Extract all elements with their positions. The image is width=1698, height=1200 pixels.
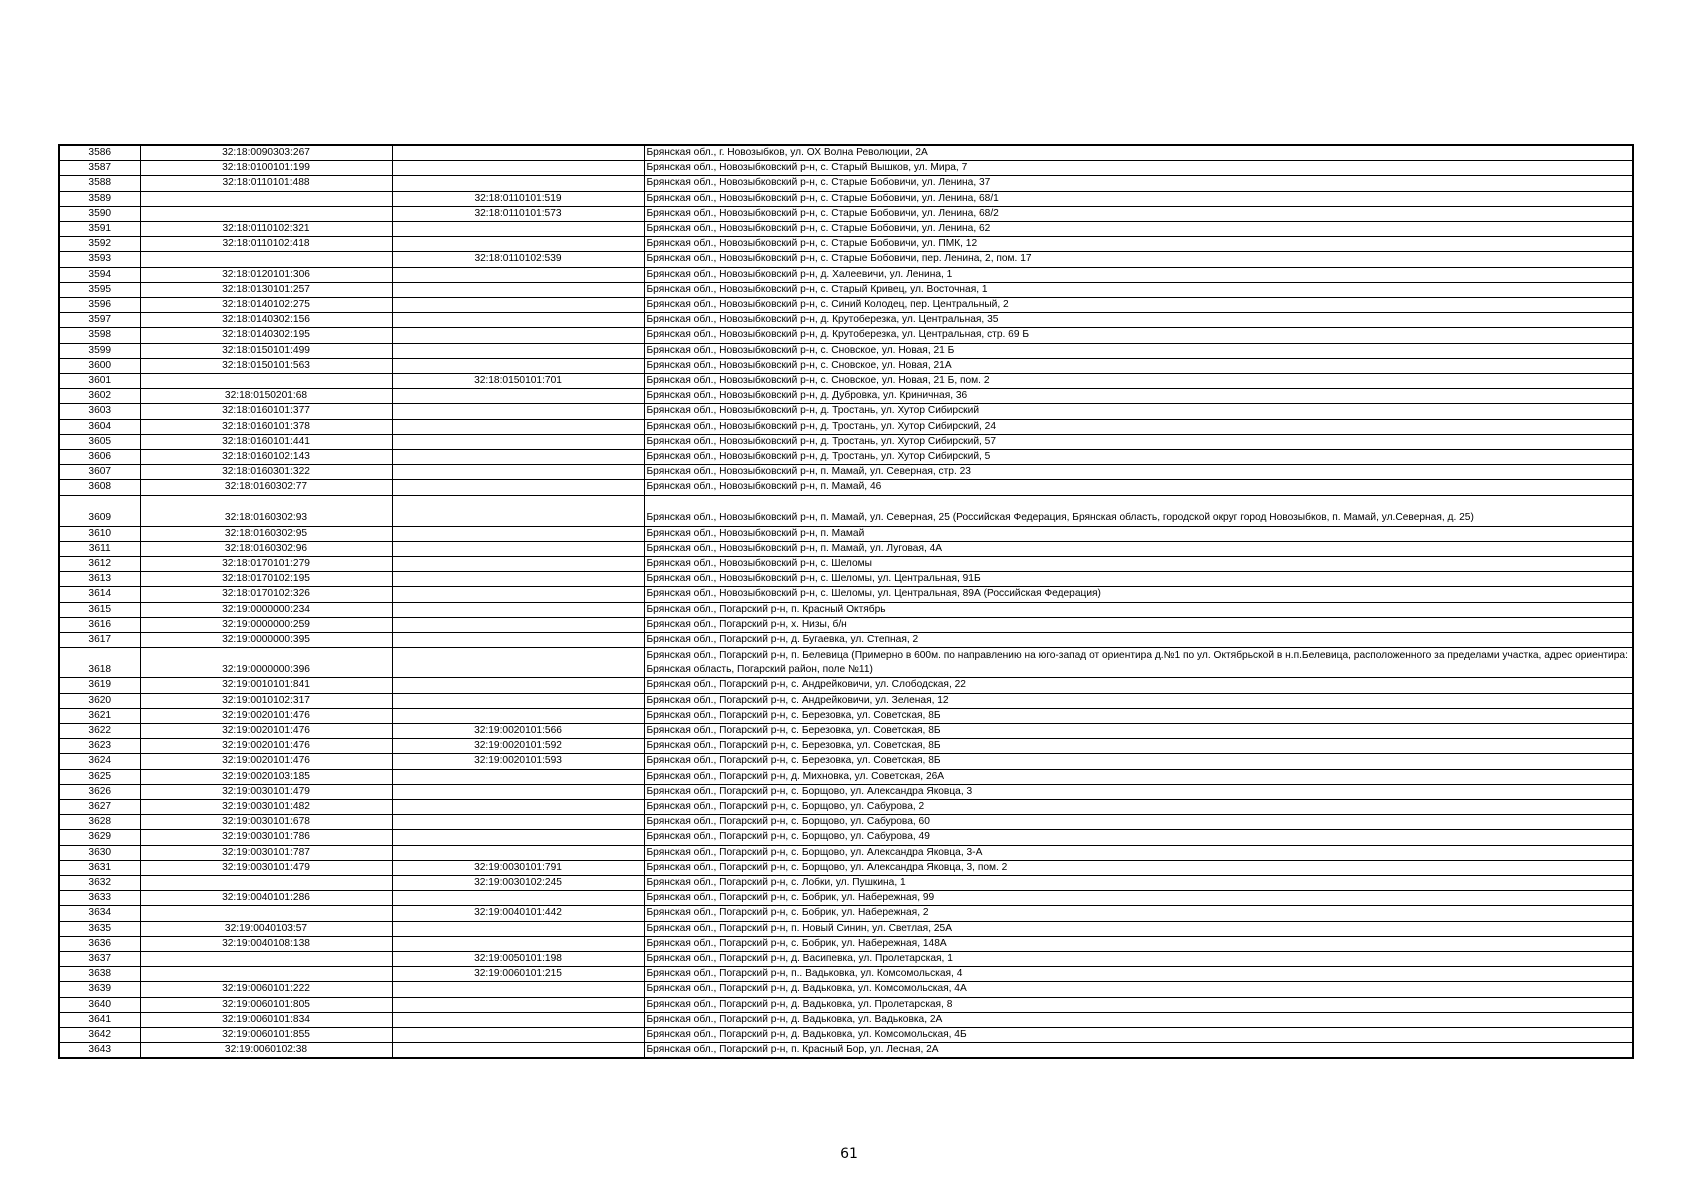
cadastral-number-cell: 32:19:0000000:259 [140,617,392,632]
cadastral-number-cell: 32:18:0120101:306 [140,267,392,282]
row-number-cell: 3600 [59,358,140,373]
table-row [59,222,1633,237]
table-row [59,572,1633,587]
row-number-cell: 3628 [59,815,140,830]
table-row [59,891,1633,906]
cadastral-number-cell: 32:19:0000000:395 [140,633,392,648]
table-row [59,982,1633,997]
address-cell: Брянская обл., Погарский р-н, д. Михновка, ул. Советская, 26А [644,769,1633,784]
premises-cadastral-number-cell [392,678,644,693]
row-number-cell: 3603 [59,404,140,419]
row-number-cell: 3599 [59,343,140,358]
premises-cadastral-number-cell [392,495,644,526]
table-row [59,252,1633,267]
cadastral-number-cell: 32:18:0160302:95 [140,526,392,541]
address-cell: Брянская обл., Погарский р-н, с. Бобрик, ул. Набережная, 2 [644,906,1633,921]
premises-cadastral-number-cell: 32:18:0110101:519 [392,191,644,206]
premises-cadastral-number-cell [392,936,644,951]
table-row [59,633,1633,648]
table-row [59,404,1633,419]
address-cell: Брянская обл., Новозыбковский р-н, с. Старые Бобовичи, ул. ПМК, 12 [644,237,1633,252]
row-number-cell: 3602 [59,389,140,404]
row-number-cell: 3601 [59,374,140,389]
table-row [59,526,1633,541]
premises-cadastral-number-cell [392,313,644,328]
address-cell: Брянская обл., Погарский р-н, с. Борщово, ул. Александра Яковца, 3 [644,784,1633,799]
premises-cadastral-number-cell [392,845,644,860]
premises-cadastral-number-cell [392,480,644,495]
row-number-cell: 3624 [59,754,140,769]
premises-cadastral-number-cell [392,602,644,617]
cadastral-number-cell: 32:18:0160302:96 [140,541,392,556]
cadastral-number-cell: 32:19:0060101:805 [140,997,392,1012]
premises-cadastral-number-cell [392,541,644,556]
premises-cadastral-number-cell [392,891,644,906]
cadastral-number-cell: 32:19:0000000:234 [140,602,392,617]
row-number-cell: 3623 [59,739,140,754]
cadastral-number-cell: 32:18:0150101:563 [140,358,392,373]
premises-cadastral-number-cell: 32:19:0040101:442 [392,906,644,921]
address-cell: Брянская обл., Погарский р-н, с. Борщово, ул. Александра Яковца, 3-А [644,845,1633,860]
table-row [59,860,1633,875]
row-number-cell: 3639 [59,982,140,997]
table-row [59,541,1633,556]
cadastral-number-cell: 32:18:0110102:418 [140,237,392,252]
premises-cadastral-number-cell [392,708,644,723]
row-number-cell: 3637 [59,951,140,966]
address-cell: Брянская обл., Новозыбковский р-н, с. Шеломы, ул. Центральная, 91Б [644,572,1633,587]
table-row [59,313,1633,328]
cadastral-number-cell: 32:19:0000000:396 [140,648,392,678]
row-number-cell: 3597 [59,313,140,328]
premises-cadastral-number-cell: 32:19:0020101:566 [392,723,644,738]
table-row [59,145,1633,161]
row-number-cell: 3594 [59,267,140,282]
cadastral-number-cell [140,906,392,921]
address-cell: Брянская обл., Новозыбковский р-н, с. Старые Бобовичи, ул. Ленина, 68/1 [644,191,1633,206]
row-number-cell: 3604 [59,419,140,434]
row-number-cell: 3641 [59,1012,140,1027]
address-cell: Брянская обл., Новозыбковский р-н, с. Старый Кривец, ул. Восточная, 1 [644,282,1633,297]
table-row [59,358,1633,373]
table-row [59,693,1633,708]
row-number-cell: 3598 [59,328,140,343]
cadastral-number-cell: 32:19:0030101:482 [140,799,392,814]
address-cell: Брянская обл., Погарский р-н, п.. Вадьковка, ул. Комсомольская, 4 [644,967,1633,982]
row-number-cell: 3616 [59,617,140,632]
premises-cadastral-number-cell [392,769,644,784]
table-row [59,1012,1633,1027]
address-cell: Брянская обл., Новозыбковский р-н, с. Шеломы [644,557,1633,572]
address-cell: Брянская обл., Погарский р-н, с. Борщово, ул. Сабурова, 49 [644,830,1633,845]
premises-cadastral-number-cell: 32:19:0030102:245 [392,875,644,890]
cadastral-number-cell [140,206,392,221]
table-row [59,237,1633,252]
row-number-cell: 3593 [59,252,140,267]
address-cell: Брянская обл., Погарский р-н, с. Бобрик, ул. Набережная, 99 [644,891,1633,906]
table-row [59,875,1633,890]
premises-cadastral-number-cell: 32:19:0060101:215 [392,967,644,982]
cadastral-number-cell: 32:19:0040103:57 [140,921,392,936]
premises-cadastral-number-cell: 32:18:0150101:701 [392,374,644,389]
row-number-cell: 3643 [59,1043,140,1059]
premises-cadastral-number-cell [392,404,644,419]
row-number-cell: 3634 [59,906,140,921]
address-cell: Брянская обл., Новозыбковский р-н, с. Старые Бобовичи, ул. Ленина, 68/2 [644,206,1633,221]
address-cell: Брянская обл., Погарский р-н, с. Бобрик, ул. Набережная, 148А [644,936,1633,951]
premises-cadastral-number-cell [392,1012,644,1027]
row-number-cell: 3586 [59,145,140,161]
premises-cadastral-number-cell [392,693,644,708]
registry-table-body [59,145,1633,1058]
row-number-cell: 3595 [59,282,140,297]
table-row [59,389,1633,404]
address-cell: Брянская обл., Новозыбковский р-н, п. Мамай, ул. Северная, стр. 23 [644,465,1633,480]
row-number-cell: 3631 [59,860,140,875]
table-row [59,845,1633,860]
premises-cadastral-number-cell: 32:19:0050101:198 [392,951,644,966]
premises-cadastral-number-cell [392,328,644,343]
row-number-cell: 3607 [59,465,140,480]
row-number-cell: 3614 [59,587,140,602]
table-row [59,936,1633,951]
cadastral-number-cell: 32:18:0160101:378 [140,419,392,434]
address-cell: Брянская обл., Погарский р-н, с. Борщово, ул. Александра Яковца, 3, пом. 2 [644,860,1633,875]
address-cell: Брянская обл., Погарский р-н, с. Борщово, ул. Сабурова, 60 [644,815,1633,830]
page-number: 61 [840,1146,858,1162]
cadastral-number-cell: 32:18:0090303:267 [140,145,392,161]
premises-cadastral-number-cell [392,419,644,434]
cadastral-number-cell: 32:19:0040108:138 [140,936,392,951]
cadastral-number-cell: 32:18:0160302:77 [140,480,392,495]
row-number-cell: 3635 [59,921,140,936]
row-number-cell: 3633 [59,891,140,906]
address-cell: Брянская обл., Новозыбковский р-н, с. Синий Колодец, пер. Центральный, 2 [644,298,1633,313]
address-cell: Брянская обл., Новозыбковский р-н, д. Тростань, ул. Хутор Сибирский, 5 [644,450,1633,465]
address-cell: Брянская обл., Погарский р-н, п. Красный Бор, ул. Лесная, 2А [644,1043,1633,1059]
table-row [59,921,1633,936]
row-number-cell: 3606 [59,450,140,465]
cadastral-number-cell: 32:18:0170101:279 [140,557,392,572]
address-cell: Брянская обл., Новозыбковский р-н, д. Тростань, ул. Хутор Сибирский, 57 [644,434,1633,449]
row-number-cell: 3596 [59,298,140,313]
premises-cadastral-number-cell: 32:19:0030101:791 [392,860,644,875]
address-cell: Брянская обл., Погарский р-н, д. Васипевка, ул. Пролетарская, 1 [644,951,1633,966]
cadastral-number-cell: 32:18:0140302:195 [140,328,392,343]
address-cell: Брянская обл., Новозыбковский р-н, с. Сновское, ул. Новая, 21 Б, пом. 2 [644,374,1633,389]
table-row [59,176,1633,191]
address-cell: Брянская обл., Погарский р-н, д. Вадьковка, ул. Комсомольская, 4Б [644,1027,1633,1042]
address-cell: Брянская обл., Погарский р-н, п. Белевица (Примерно в 600м. по направлению на юго-запад от ориентира д.№1 по ул. Октябрьской в н.п.Белевица, расположенного за пределами участка, адрес ориентира: Брянская область, Погарский район, поле №11) [644,648,1633,678]
table-row [59,343,1633,358]
premises-cadastral-number-cell: 32:18:0110102:539 [392,252,644,267]
table-row [59,815,1633,830]
row-number-cell: 3612 [59,557,140,572]
row-number-cell: 3588 [59,176,140,191]
address-cell: Брянская обл., Новозыбковский р-н, д. Крутоберезка, ул. Центральная, 35 [644,313,1633,328]
table-row [59,480,1633,495]
address-cell: Брянская обл., Новозыбковский р-н, с. Шеломы, ул. Центральная, 89А (Российская Федерация) [644,587,1633,602]
cadastral-number-cell [140,374,392,389]
address-cell: Брянская обл., Новозыбковский р-н, с. Старые Бобовичи, ул. Ленина, 37 [644,176,1633,191]
cadastral-number-cell: 32:19:0020103:185 [140,769,392,784]
address-cell: Брянская обл., Погарский р-н, х. Низы, б/н [644,617,1633,632]
row-number-cell: 3589 [59,191,140,206]
cadastral-number-cell: 32:19:0060101:855 [140,1027,392,1042]
row-number-cell: 3629 [59,830,140,845]
address-cell: Брянская обл., Погарский р-н, п. Новый Синин, ул. Светлая, 25А [644,921,1633,936]
cadastral-number-cell: 32:18:0150101:499 [140,343,392,358]
address-cell: Брянская обл., Погарский р-н, д. Вадьковка, ул. Пролетарская, 8 [644,997,1633,1012]
cadastral-number-cell [140,191,392,206]
premises-cadastral-number-cell [392,465,644,480]
cadastral-number-cell [140,252,392,267]
premises-cadastral-number-cell [392,572,644,587]
table-row [59,678,1633,693]
row-number-cell: 3617 [59,633,140,648]
row-number-cell: 3636 [59,936,140,951]
row-number-cell: 3605 [59,434,140,449]
address-cell: Брянская обл., Новозыбковский р-н, с. Сновское, ул. Новая, 21А [644,358,1633,373]
cadastral-number-cell: 32:19:0010101:841 [140,678,392,693]
address-cell: Брянская обл., Погарский р-н, д. Бугаевка, ул. Степная, 2 [644,633,1633,648]
table-row [59,951,1633,966]
cadastral-number-cell: 32:19:0030101:479 [140,784,392,799]
table-row [59,830,1633,845]
cadastral-number-cell: 32:19:0020101:476 [140,754,392,769]
table-row [59,739,1633,754]
cadastral-number-cell: 32:18:0160101:441 [140,434,392,449]
table-row [59,799,1633,814]
table-row [59,648,1633,678]
address-cell: Брянская обл., Новозыбковский р-н, п. Мамай, 46 [644,480,1633,495]
address-cell: Брянская обл., Новозыбковский р-н, д. Дубровка, ул. Криничная, 36 [644,389,1633,404]
table-row [59,967,1633,982]
row-number-cell: 3640 [59,997,140,1012]
row-number-cell: 3618 [59,648,140,678]
cadastral-number-cell: 32:18:0150201:68 [140,389,392,404]
premises-cadastral-number-cell [392,1043,644,1059]
premises-cadastral-number-cell [392,358,644,373]
address-cell: Брянская обл., Погарский р-н, п. Красный Октябрь [644,602,1633,617]
premises-cadastral-number-cell [392,434,644,449]
table-row [59,617,1633,632]
premises-cadastral-number-cell [392,343,644,358]
table-row [59,434,1633,449]
table-row [59,374,1633,389]
address-cell: Брянская обл., Новозыбковский р-н, с. Старый Вышков, ул. Мира, 7 [644,161,1633,176]
premises-cadastral-number-cell [392,1027,644,1042]
address-cell: Брянская обл., Новозыбковский р-н, д. Тростань, ул. Хутор Сибирский [644,404,1633,419]
premises-cadastral-number-cell [392,526,644,541]
cadastral-number-cell: 32:19:0020101:476 [140,723,392,738]
address-cell: Брянская обл., Погарский р-н, с. Андрейковичи, ул. Зеленая, 12 [644,693,1633,708]
cadastral-number-cell: 32:18:0160302:93 [140,495,392,526]
cadastral-number-cell: 32:18:0110101:488 [140,176,392,191]
premises-cadastral-number-cell [392,587,644,602]
cadastral-number-cell [140,875,392,890]
premises-cadastral-number-cell [392,267,644,282]
row-number-cell: 3609 [59,495,140,526]
registry-sheet [58,144,1632,1059]
premises-cadastral-number-cell [392,921,644,936]
premises-cadastral-number-cell [392,237,644,252]
cadastral-number-cell: 32:19:0020101:476 [140,739,392,754]
address-cell: Брянская обл., Погарский р-н, с. Борщово, ул. Сабурова, 2 [644,799,1633,814]
cadastral-number-cell: 32:18:0110102:321 [140,222,392,237]
row-number-cell: 3619 [59,678,140,693]
premises-cadastral-number-cell [392,784,644,799]
address-cell: Брянская обл., Новозыбковский р-н, с. Старые Бобовичи, пер. Ленина, 2, пом. 17 [644,252,1633,267]
cadastral-number-cell: 32:18:0140102:275 [140,298,392,313]
table-row [59,602,1633,617]
cadastral-number-cell [140,951,392,966]
premises-cadastral-number-cell: 32:19:0020101:593 [392,754,644,769]
premises-cadastral-number-cell: 32:18:0110101:573 [392,206,644,221]
premises-cadastral-number-cell [392,982,644,997]
row-number-cell: 3621 [59,708,140,723]
table-row [59,328,1633,343]
premises-cadastral-number-cell [392,282,644,297]
address-cell: Брянская обл., Новозыбковский р-н, д. Крутоберезка, ул. Центральная, стр. 69 Б [644,328,1633,343]
cadastral-number-cell: 32:18:0140302:156 [140,313,392,328]
row-number-cell: 3590 [59,206,140,221]
address-cell: Брянская обл., Погарский р-н, с. Березовка, ул. Советская, 8Б [644,723,1633,738]
premises-cadastral-number-cell [392,161,644,176]
premises-cadastral-number-cell: 32:19:0020101:592 [392,739,644,754]
cadastral-number-cell: 32:19:0060102:38 [140,1043,392,1059]
table-row [59,906,1633,921]
table-row [59,298,1633,313]
row-number-cell: 3610 [59,526,140,541]
premises-cadastral-number-cell [392,450,644,465]
cadastral-number-cell: 32:18:0160101:377 [140,404,392,419]
cadastral-number-cell: 32:18:0170102:326 [140,587,392,602]
table-row [59,557,1633,572]
table-row [59,191,1633,206]
address-cell: Брянская обл., Погарский р-н, с. Березовка, ул. Советская, 8Б [644,739,1633,754]
row-number-cell: 3613 [59,572,140,587]
premises-cadastral-number-cell [392,298,644,313]
table-row [59,754,1633,769]
address-cell: Брянская обл., Новозыбковский р-н, с. Сновское, ул. Новая, 21 Б [644,343,1633,358]
address-cell: Брянская обл., г. Новозыбков, ул. ОХ Волна Революции, 2А [644,145,1633,161]
premises-cadastral-number-cell [392,997,644,1012]
row-number-cell: 3625 [59,769,140,784]
cadastral-number-cell: 32:18:0170102:195 [140,572,392,587]
table-row [59,495,1633,526]
row-number-cell: 3627 [59,799,140,814]
premises-cadastral-number-cell [392,815,644,830]
premises-cadastral-number-cell [392,389,644,404]
table-row [59,450,1633,465]
table-row [59,161,1633,176]
address-cell: Брянская обл., Новозыбковский р-н, д. Халеевичи, ул. Ленина, 1 [644,267,1633,282]
cadastral-number-cell [140,967,392,982]
table-row [59,465,1633,480]
address-cell: Брянская обл., Погарский р-н, с. Березовка, ул. Советская, 8Б [644,754,1633,769]
registry-table [58,144,1634,1059]
table-row [59,784,1633,799]
row-number-cell: 3608 [59,480,140,495]
address-cell: Брянская обл., Новозыбковский р-н, п. Мамай, ул. Луговая, 4А [644,541,1633,556]
cadastral-number-cell: 32:18:0160301:322 [140,465,392,480]
premises-cadastral-number-cell [392,176,644,191]
cadastral-number-cell: 32:19:0030101:678 [140,815,392,830]
row-number-cell: 3620 [59,693,140,708]
table-row [59,587,1633,602]
cadastral-number-cell: 32:19:0060101:834 [140,1012,392,1027]
table-row [59,267,1633,282]
address-cell: Брянская обл., Новозыбковский р-н, д. Тростань, ул. Хутор Сибирский, 24 [644,419,1633,434]
premises-cadastral-number-cell [392,799,644,814]
row-number-cell: 3642 [59,1027,140,1042]
cadastral-number-cell: 32:19:0060101:222 [140,982,392,997]
table-row [59,206,1633,221]
row-number-cell: 3587 [59,161,140,176]
cadastral-number-cell: 32:19:0030101:479 [140,860,392,875]
address-cell: Брянская обл., Новозыбковский р-н, п. Мамай, ул. Северная, 25 (Российская Федерация, Брянская область, городской округ город Новозыбков, п. Мамай, ул.Северная, д. 25) [644,495,1633,526]
table-row [59,419,1633,434]
table-row [59,997,1633,1012]
table-row [59,282,1633,297]
premises-cadastral-number-cell [392,145,644,161]
row-number-cell: 3622 [59,723,140,738]
premises-cadastral-number-cell [392,222,644,237]
address-cell: Брянская обл., Погарский р-н, с. Андрейковичи, ул. Слободская, 22 [644,678,1633,693]
cadastral-number-cell: 32:18:0100101:199 [140,161,392,176]
cadastral-number-cell: 32:18:0130101:257 [140,282,392,297]
table-row [59,1043,1633,1059]
row-number-cell: 3632 [59,875,140,890]
cadastral-number-cell: 32:19:0020101:476 [140,708,392,723]
row-number-cell: 3592 [59,237,140,252]
row-number-cell: 3638 [59,967,140,982]
table-row [59,769,1633,784]
table-row [59,723,1633,738]
row-number-cell: 3615 [59,602,140,617]
table-row [59,1027,1633,1042]
address-cell: Брянская обл., Новозыбковский р-н, п. Мамай [644,526,1633,541]
premises-cadastral-number-cell [392,617,644,632]
premises-cadastral-number-cell [392,557,644,572]
row-number-cell: 3611 [59,541,140,556]
address-cell: Брянская обл., Новозыбковский р-н, с. Старые Бобовичи, ул. Ленина, 62 [644,222,1633,237]
premises-cadastral-number-cell [392,830,644,845]
row-number-cell: 3591 [59,222,140,237]
address-cell: Брянская обл., Погарский р-н, д. Вадьковка, ул. Вадьковка, 2А [644,1012,1633,1027]
cadastral-number-cell: 32:19:0030101:787 [140,845,392,860]
address-cell: Брянская обл., Погарский р-н, д. Вадьковка, ул. Комсомольская, 4А [644,982,1633,997]
cadastral-number-cell: 32:19:0040101:286 [140,891,392,906]
address-cell: Брянская обл., Погарский р-н, с. Березовка, ул. Советская, 8Б [644,708,1633,723]
cadastral-number-cell: 32:19:0030101:786 [140,830,392,845]
cadastral-number-cell: 32:18:0160102:143 [140,450,392,465]
row-number-cell: 3630 [59,845,140,860]
table-row [59,708,1633,723]
row-number-cell: 3626 [59,784,140,799]
premises-cadastral-number-cell [392,648,644,678]
cadastral-number-cell: 32:19:0010102:317 [140,693,392,708]
premises-cadastral-number-cell [392,633,644,648]
address-cell: Брянская обл., Погарский р-н, с. Лобки, ул. Пушкина, 1 [644,875,1633,890]
